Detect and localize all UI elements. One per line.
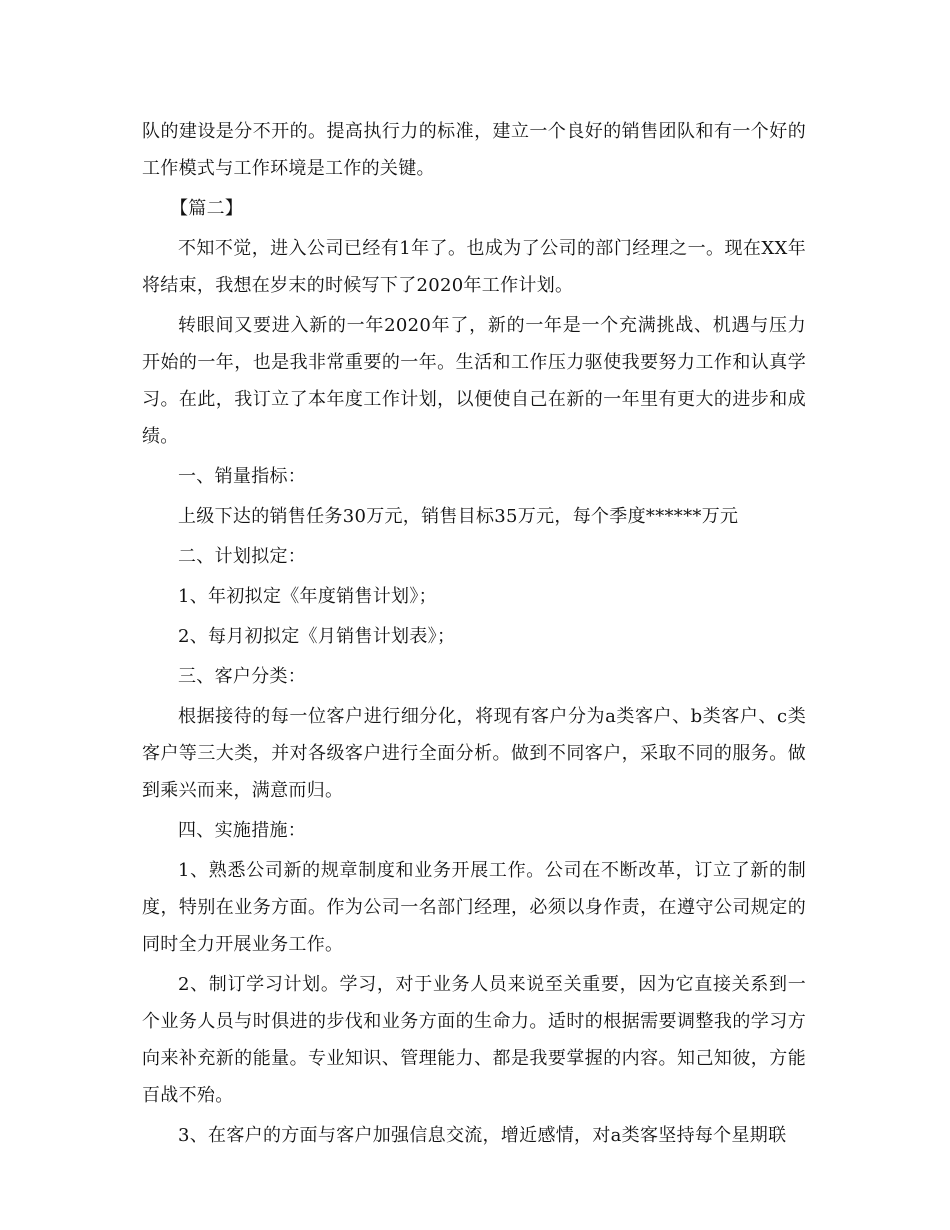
list-item-measure-2: 2、制订学习计划。学习，对于业务人员来说至关重要，因为它直接关系到一个业务人员与时俱进的步伐和业务方面的生命力。适时的根据需要调整我的学习方向来补充新的能量。专业知识、管理能力、都是我要掌握的内容。知己知彼，方能百战不殆。 [142, 974, 806, 1106]
paragraph-intro: 不知不觉，进入公司已经有1年了。也成为了公司的部门经理之一。现在XX年将结束，我想在岁末的时候写下了2020年工作计划。 [142, 238, 806, 296]
list-item-annual-plan: 1、年初拟定《年度销售计划》； [178, 586, 437, 607]
document-body [142, 113, 806, 1157]
heading-sales-target: 一、销量指标： [178, 466, 307, 487]
heading-measures: 四、实施措施： [178, 820, 307, 841]
list-item-monthly-plan: 2、每月初拟定《月销售计划表》； [178, 626, 456, 647]
paragraph-sales-target: 上级下达的销售任务30万元，销售目标35万元，每个季度******万元 [178, 506, 739, 527]
list-item-measure-3: 3、在客户的方面与客户加强信息交流，增近感情，对a类客坚持每个星期联 [178, 1125, 787, 1146]
paragraph-new-year: 转眼间又要进入新的一年2020年了，新的一年是一个充满挑战、机遇与压力开始的一年，也是我非常重要的一年。生活和工作压力驱使我要努力工作和认真学习。在此，我订立了本年度工作计划，以便使自己在新的一年里有更大的进步和成绩。 [142, 315, 806, 447]
paragraph-customer-classification: 根据接待的每一位客户进行细分化，将现有客户分为a类客户、b类客户、c类客户等三大类，并对各级客户进行全面分析。做到不同客户，采取不同的服务。做到乘兴而来，满意而归。 [142, 706, 806, 801]
section-heading-part-two: 【篇二】 [170, 198, 244, 219]
list-item-measure-1: 1、熟悉公司新的规章制度和业务开展工作。公司在不断改革，订立了新的制度，特别在业务方面。作为公司一名部门经理，必须以身作责，在遵守公司规定的同时全力开展业务工作。 [142, 860, 806, 955]
heading-customer-classification: 三、客户分类： [178, 666, 307, 687]
heading-plan: 二、计划拟定： [178, 546, 307, 567]
paragraph-continuation: 队的建设是分不开的。提高执行力的标准，建立一个良好的销售团队和有一个好的工作模式与工作环境是工作的关键。 [142, 121, 806, 179]
